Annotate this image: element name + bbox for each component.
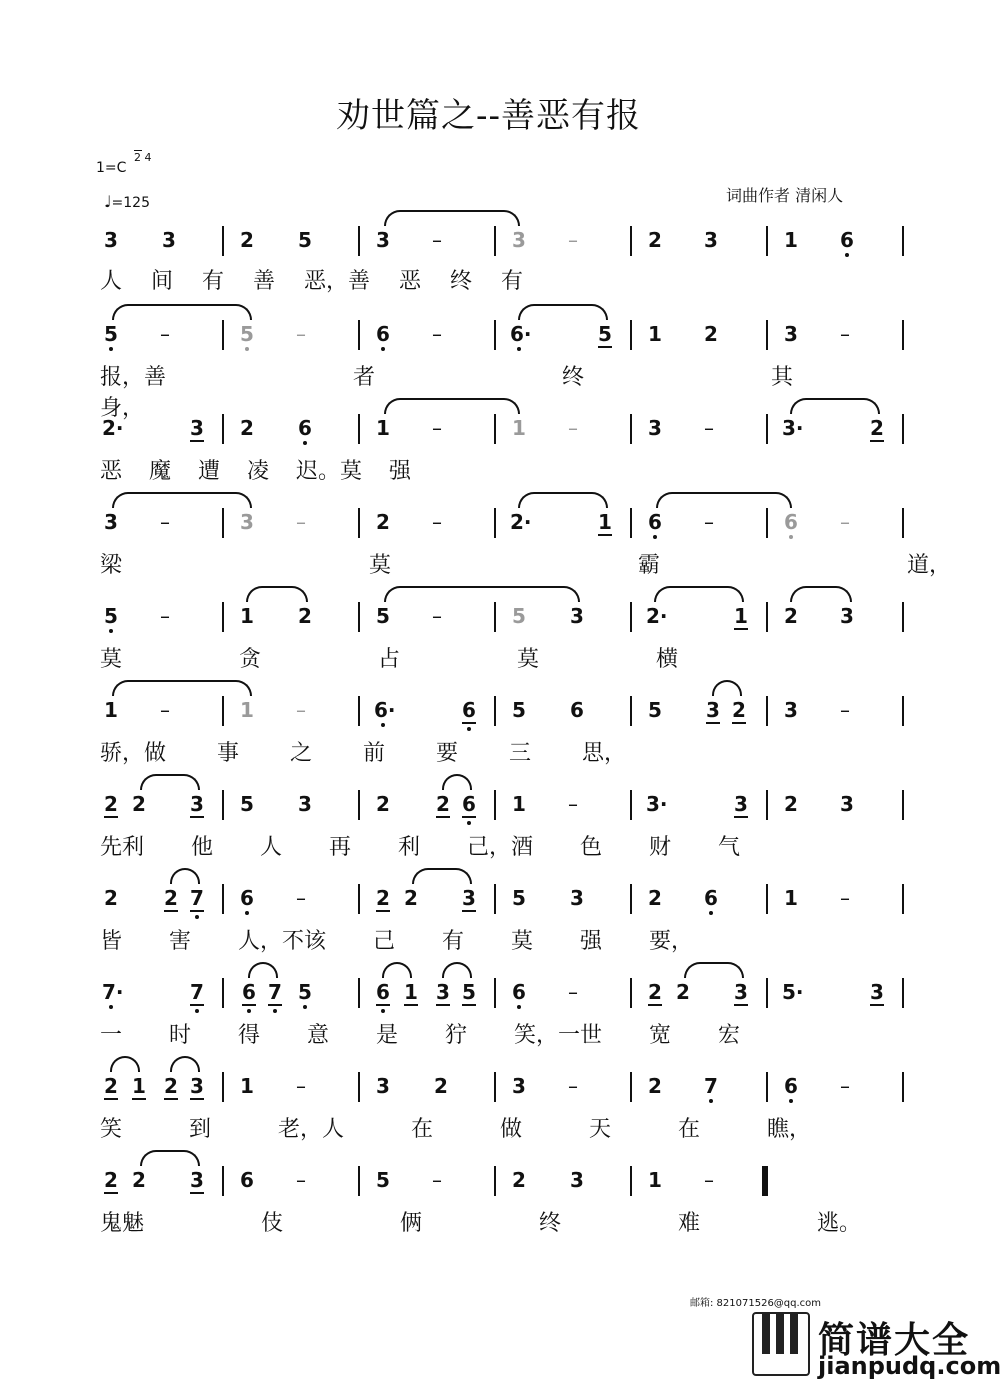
lyric-line-5: 莫 贪 占 莫 横 [100,647,678,672]
lyric-line-6: 骄，做 事 之 前 要 三 思， [100,741,626,766]
final-barline [762,1166,768,1196]
score-line-2: 5 – 5 – 6 – 6· 5 1 2 3 – [0,322,977,414]
lyric-line-11: 鬼魅 伎 俩 终 难 逃。 [100,1211,861,1236]
score-line-4: 3 – 3 – 2 – 2· 1 6 – 6 – [0,510,977,602]
score-line-9: 7· 7 6 7 5 6 1 3 5 6 – 2 2 3 5· 3 [0,980,977,1072]
logo-text-cn: 简谱大全 [818,1320,971,1361]
score-line-7: 2 2 3 5 3 2 2 6 1 – 3· 3 2 3 [0,792,977,884]
score-line-11: 2 2 3 6 – 5 – 2 3 1 – [0,1168,977,1260]
lyric-line-2: 报，善 者 终 其 身， [100,365,793,421]
score-line-3: 2· 3 2 6 1 – 1 – 3 – 3· 2 [0,416,977,508]
piano-keys-icon [752,1312,810,1376]
lyric-line-7: 先利 他 人 再 利 己，酒 色 财 气 [100,835,740,860]
time-top: 2 [134,151,141,164]
tempo-marking [104,192,150,211]
author-credit: 词曲作者 清闲人 [726,186,844,205]
time-signature [134,152,152,164]
quarter-note-icon: ♩ [104,192,112,211]
lyric-line-10: 笑 到 老，人 在 做 天 在 瞧， [100,1117,811,1142]
lyric-line-4: 梁 莫 霸 道， [100,553,951,578]
score-line-1: 3 3 2 5 3 – 3 – 2 3 1 6 [0,228,977,320]
time-bottom: 4 [144,151,152,164]
score-line-5: 5 – 1 2 5 – 5 3 2· 1 2 3 [0,604,977,696]
logo-text-en: jianpudq.com [818,1352,1001,1380]
song-title: 劝世篇之--善恶有报 [336,96,641,136]
contact-email: 邮箱: 821071526@qq.com [690,1298,822,1309]
lyric-line-9: 一 时 得 意 是 狞 笑，一世 宽 宏 [100,1023,740,1048]
site-logo [752,1312,1001,1380]
lyric-line-3: 恶 魔 遭 凌 迟。莫 强 [100,459,411,484]
lyric-line-8: 皆 害 人，不该 己 有 莫 强 要， [100,929,693,954]
score-line-10: 2 1 2 3 1 – 3 2 3 – 2 7 6 – [0,1074,977,1166]
score-line-6: 1 – 1 – 6· 6 5 6 5 3 2 3 – [0,698,977,790]
key-signature: 1=C [96,160,127,176]
score-line-8: 2 2 7 6 – 2 2 3 5 3 2 6 1 – [0,886,977,978]
lyric-line-1: 人 间 有 善 恶，善 恶 终 有 [100,269,523,294]
tempo-value: =125 [111,195,150,211]
